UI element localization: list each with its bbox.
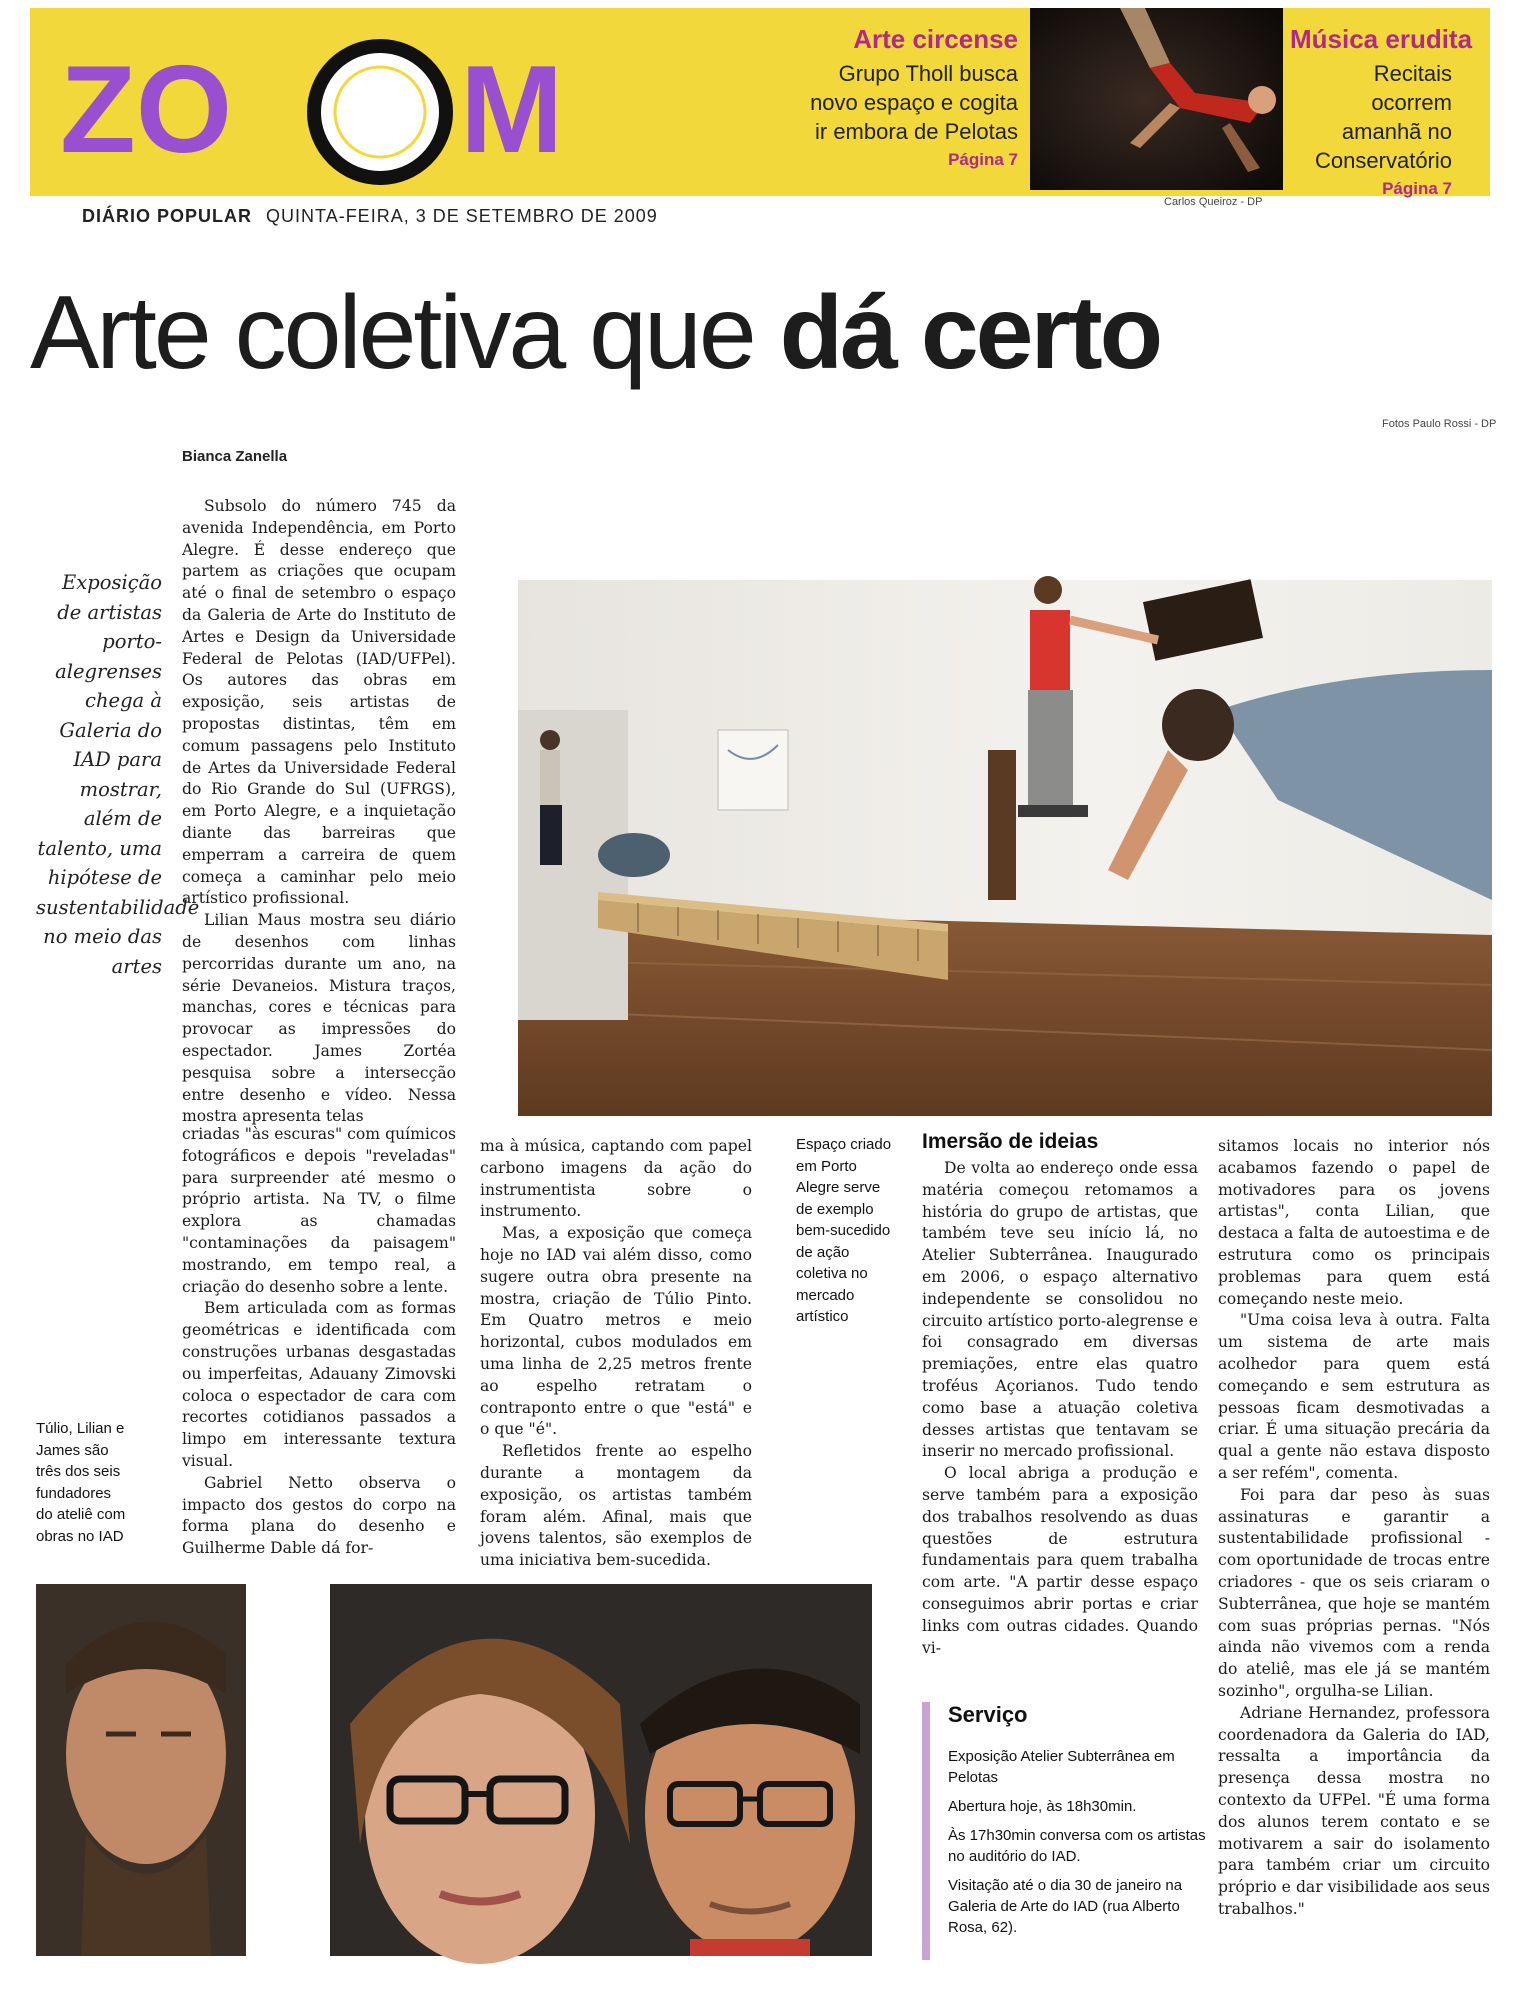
column-4 (1218, 1136, 1490, 1921)
teaser-circus-line: ir embora de Pelotas (815, 119, 1018, 144)
teaser-circus-line: novo espaço e cogita (810, 90, 1018, 115)
portrait-tulio (36, 1584, 246, 1956)
paragraph: O local abriga a produção e serve também para a exposição dos trabalhos resolvendo as duas questões de estrutura fundamentais para quem trabalha com arte. "A partir desse espaço conseguimos abrir portas e criar links com outras cidades. Quando vi- (922, 1464, 1198, 1657)
publication-date: QUINTA-FEIRA, 3 DE SETEMBRO DE 2009 (266, 206, 658, 226)
teaser-music[interactable] (1290, 24, 1473, 199)
service-box (922, 1702, 1206, 1960)
teaser-circus-kicker: Arte circense (853, 24, 1018, 54)
newspaper-name: DIÁRIO POPULAR (82, 206, 253, 226)
teaser-circus-line: Grupo Tholl busca (838, 61, 1018, 86)
paragraph: Foi para dar peso às suas assinaturas e garantir a sustentabilidade profissional - com oportunidade de trocas entre criadores - que os seis criaram o Subterrânea, que hoje se mantém com suas próprias pernas. "Nós ainda não vivemos com a renda do ateliê, mas ele já se mantém sozinho", orgulha-se Lilian. (1218, 1485, 1490, 1700)
lede: Exposição de artistas porto-alegrenses chega à Galeria do IAD para mostrar, além de talento, uma hipótese de sustentabilidade no meio das artes (36, 571, 200, 978)
service-title: Serviço (948, 1702, 1028, 1727)
byline: Bianca Zanella (182, 448, 288, 465)
teaser-music-line: Conservatório (1315, 148, 1452, 173)
column-1-top (182, 496, 456, 1126)
paragraph: sitamos locais no interior nós acabamos fazendo o papel de motivadores para os jovens artistas", conta Lilian, que destaca a falta de autoestima e de estrutura como os principais problemas para quem está começando neste meio. (1218, 1137, 1490, 1308)
column-3 (922, 1130, 1198, 1659)
paragraph: criadas "às escuras" com químicos fotográficos e depois "reveladas" para surpreender até mesmo o próprio artista. Na TV, o filme explora as chamadas "contaminações da paisagem" mostrando, em tempo real, a criação do desenho sobre a lente. (182, 1125, 456, 1296)
paragraph: Refletidos frente ao espelho durante a montagem da exposição, os artistas também foram além. Afinal, mais que jovens talentos, são exemplos de uma iniciativa bem-sucedida. (480, 1442, 752, 1570)
teaser-music-line: Recitais ocorrem (1371, 61, 1452, 115)
headline (30, 275, 1161, 391)
main-photo-credit: Fotos Paulo Rossi - DP (1382, 418, 1497, 430)
paragraph: "Uma coisa leva à outra. Falta um sistema de arte mais acolhedor para quem está começando e sem estrutura as pessoas ficam desmotivadas a criar. É uma situação precária da qual a gente não estava disposto a ser refém", comenta. (1218, 1311, 1490, 1482)
service-item: Abertura hoje, às 18h30min. (948, 1798, 1137, 1815)
portrait-lilian (330, 1584, 872, 1956)
dateline (82, 206, 658, 227)
paragraph: De volta ao endereço onde essa matéria começou retomamos a história do grupo de artistas, que também teve seu início lá, no Atelier Subterrânea. Inaugurado em 2006, o espaço alternativo independente se consolidou no circuito artístico porto-alegrense e foi consagrado em diversas premiações, entre elas quatro troféus Açorianos. Tudo tendo como base a atuação coletiva desses artistas que tentavam se inserir no mercado profissional. (922, 1159, 1198, 1461)
service-item: Exposição Atelier Subterrânea em Pelotas (948, 1748, 1175, 1786)
paragraph: Bem articulada com as formas geométricas e identificada com construções urbanas desgastadas ou imperfeitas, Adauany Zimovski coloca o espectador de cara com recortes cotidianos passados a limpo em interessante textura visual. (182, 1299, 456, 1470)
subhead: Imersão de ideias (922, 1130, 1099, 1153)
column-1-bottom (182, 1124, 456, 1560)
service-item: Visitação até o dia 30 de janeiro na Galeria de Arte do IAD (rua Alberto Rosa, 62). (948, 1877, 1183, 1936)
circus-photo (1030, 8, 1283, 190)
paragraph: Mas, a exposição que começa hoje no IAD vai além disso, como sugere outra obra presente na mostra, criação de Túlio Pinto. Em Quatro metros e meio horizontal, cubos modulados em uma linha de 2,25 metros frente ao espelho retratam o contraponto entre o que "está" e o que "é". (480, 1224, 752, 1439)
teaser-music-page[interactable]: Página 7 (1382, 179, 1452, 198)
teaser-music-line: amanhã no (1341, 119, 1452, 144)
column-2 (480, 1136, 752, 1572)
paragraph: Adriane Hernandez, professora coordenadora da Galeria do IAD, ressalta a importância da presença dessa mostra no contexto da UFPel. "É uma forma dos alunos terem contato e se motivarem a sair do isolamento para também criar um circuito próprio e dar visibilidade aos seus trabalhos." (1218, 1703, 1490, 1918)
zoom-logo (60, 30, 620, 180)
paragraph: Lilian Maus mostra seu diário de desenhos com linhas percorridas durante um ano, na série Devaneios. Mistura traços, manchas, cores e técnicas para provocar as impressões do espectador. James Zortéa pesquisa sobre a intersecção entre desenho e vídeo. Nessa mostra apresenta telas (182, 911, 456, 1126)
paragraph: ma à música, captando com papel carbono imagens da ação do instrumentista sobre o instrumento. (480, 1137, 752, 1221)
svg-text:M: M (460, 41, 564, 179)
paragraph: Gabriel Netto observa o impacto dos gestos do corpo na forma plana do desenho e Guilherme Dable dá for- (182, 1473, 456, 1558)
service-item: Às 17h30min conversa com os artistas no auditório do IAD. (948, 1827, 1206, 1865)
gallery-photo-caption: Espaço criado em Porto Alegre serve de exemplo bem-sucedido de ação coletiva no mercado artístico (796, 1136, 892, 1325)
gallery-photo (518, 580, 1492, 1116)
svg-text:ZO: ZO (60, 41, 233, 179)
teaser-circus[interactable] (780, 24, 1018, 170)
headline-bold: dá certo (779, 275, 1161, 391)
portrait-caption: Túlio, Lilian e James são três dos seis fundadores do ateliê com obras no IAD (36, 1420, 126, 1545)
teaser-circus-page[interactable]: Página 7 (948, 150, 1018, 169)
circus-photo-credit: Carlos Queiroz - DP (1164, 196, 1263, 208)
headline-light: Arte coletiva que (30, 275, 780, 391)
paragraph: Subsolo do número 745 da avenida Independência, em Porto Alegre. É desse endereço que partem as criações que ocupam até o final de setembro o espaço da Galeria de Arte do Instituto de Artes e Design da Universidade Federal de Pelotas (IAD/UFPel). Os autores das obras em exposição, seis artistas de propostas distintas, têm em comum passagens pelo Instituto de Artes da Universidade Federal do Rio Grande do Sul (UFRGS), em Porto Alegre, e a inquietação diante das barreiras que emperram a carreira de quem começa a caminhar pelo meio artístico profissional. (182, 497, 456, 908)
teaser-music-kicker: Música erudita (1290, 24, 1473, 54)
